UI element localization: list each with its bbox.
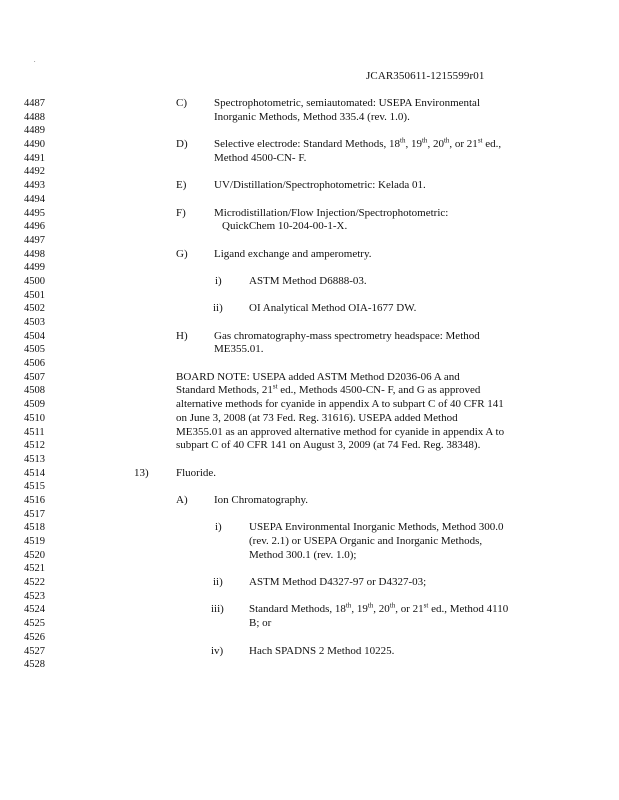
- text-line: [0, 97, 619, 111]
- item-label: E): [176, 179, 187, 192]
- text-line: [0, 330, 619, 344]
- line-number: 4517: [24, 508, 45, 520]
- line-number: 4502: [24, 303, 45, 315]
- item-text: QuickChem 10-204-00-1-X.: [222, 220, 348, 233]
- item-text: OI Analytical Method OIA-1677 DW.: [249, 302, 417, 315]
- item-text: ME355.01.: [214, 343, 264, 356]
- text-line: [0, 576, 619, 590]
- item-text: Selective electrode: Standard Methods, 18th, 19th, 20th, or 21st ed.,: [214, 136, 502, 151]
- board-note-line: [0, 371, 619, 385]
- line-number: 4507: [24, 371, 45, 383]
- board-note-line: [0, 412, 619, 426]
- item-text: Standard Methods, 18th, 19th, 20th, or 21st ed., Method 4110: [249, 601, 509, 616]
- item-label: D): [176, 138, 188, 151]
- item-text: Spectrophotometric, semiautomated: USEPA Environmental: [214, 97, 480, 109]
- line-number: 4524: [24, 604, 45, 616]
- line-number: 4496: [24, 221, 45, 233]
- board-note-line: [0, 439, 619, 453]
- line-number: 4518: [24, 522, 45, 534]
- item-text: Ligand exchange and amperometry.: [214, 247, 372, 260]
- board-note-text: BOARD NOTE: USEPA added ASTM Method D2036-06 A and: [176, 370, 460, 383]
- line-number: 4505: [24, 344, 45, 356]
- item-text: Inorganic Methods, Method 335.4 (rev. 1.0).: [214, 110, 410, 123]
- line-number: 4515: [24, 481, 45, 493]
- line-number: 4491: [24, 152, 45, 164]
- item-text: ASTM Method D4327-97 or D4327-03;: [249, 576, 427, 589]
- item-text: Hach SPADNS 2 Method 10225.: [249, 644, 395, 657]
- line-number: 4503: [24, 317, 45, 328]
- item-text: ASTM Method D6888-03.: [249, 274, 367, 287]
- item-text: B; or: [249, 617, 272, 630]
- item-label: A): [176, 493, 188, 506]
- line-number: 4519: [24, 536, 45, 547]
- line-number: 4527: [24, 645, 45, 657]
- line-number: 4520: [24, 549, 45, 561]
- text-line: [0, 152, 619, 166]
- line-number: 4511: [24, 426, 45, 438]
- board-note-line: [0, 398, 619, 412]
- line-number: 4500: [24, 275, 45, 287]
- text-line: [0, 111, 619, 125]
- item-label: iii): [211, 603, 224, 616]
- line-number: 4499: [24, 262, 45, 274]
- line-number: 4512: [24, 440, 45, 452]
- text-line: [0, 617, 619, 631]
- line-number: 4506: [24, 358, 45, 370]
- board-note-text: ME355.01 as an approved alternative method for cyanide in appendix A to: [176, 425, 505, 438]
- item-text: (rev. 2.1) or USEPA Organic and Inorganic Methods,: [249, 535, 483, 547]
- line-number: 4521: [24, 563, 45, 575]
- text-line: [0, 549, 619, 563]
- item-text: Method 4500-CN- F.: [214, 151, 307, 164]
- item-text: USEPA Environmental Inorganic Methods, Method 300.0: [249, 521, 504, 534]
- item-text: Method 300.1 (rev. 1.0);: [249, 548, 357, 561]
- item-label: G): [176, 247, 188, 260]
- item-label: C): [176, 97, 187, 109]
- text-line: [0, 467, 619, 481]
- page-mark: .: [34, 58, 36, 64]
- board-note-text: subpart C of 40 CFR 141 on August 3, 2009 (at 74 Fed. Reg. 38348).: [176, 439, 481, 452]
- line-number: 4487: [24, 98, 45, 109]
- text-line: [0, 494, 619, 508]
- item-label: i): [215, 274, 222, 287]
- line-number: 4522: [24, 577, 45, 589]
- item-text: Microdistillation/Flow Injection/Spectrophotometric:: [214, 206, 449, 219]
- line-number: 4489: [24, 125, 45, 137]
- document-id-header: JCAR350611-1215599r01: [366, 70, 485, 82]
- line-number: 4525: [24, 618, 45, 630]
- item-label: F): [176, 206, 186, 219]
- item-label: H): [176, 329, 188, 342]
- board-note-text: alternative methods for cyanide in appendix A to subpart C of 40 CFR 141: [176, 398, 504, 411]
- item-label: iv): [211, 644, 224, 657]
- line-number: 4490: [24, 139, 45, 151]
- line-number: 4494: [24, 193, 45, 205]
- board-note-text: Standard Methods, 21st ed., Methods 4500-CN- F, and G as approved: [176, 382, 481, 397]
- line-number: 4488: [24, 111, 45, 123]
- text-line: [0, 535, 619, 549]
- text-line: [0, 179, 619, 193]
- document-body: [0, 97, 619, 672]
- line-number: 4523: [24, 590, 45, 602]
- item-text: Gas chromatography-mass spectrometry headspace: Method: [214, 329, 480, 342]
- line-number: 4510: [24, 412, 45, 424]
- text-line: [0, 603, 619, 617]
- line-number: 4508: [24, 385, 45, 397]
- text-line: [0, 248, 619, 262]
- line-number: 4498: [24, 248, 45, 260]
- item-label: ii): [213, 302, 223, 315]
- line-number: 4528: [24, 659, 45, 671]
- section-label: 13): [134, 466, 149, 479]
- line-number: 4526: [24, 631, 45, 643]
- item-label: i): [215, 521, 222, 534]
- item-text: Ion Chromatography.: [214, 493, 308, 506]
- line-number: 4497: [24, 234, 45, 246]
- board-note-text: on June 3, 2008 (at 73 Fed. Reg. 31616). USEPA added Method: [176, 411, 458, 424]
- item-label: ii): [213, 576, 223, 589]
- text-line: [0, 302, 619, 316]
- section-heading: Fluoride.: [176, 466, 217, 479]
- line-number: 4516: [24, 494, 45, 506]
- text-line: [0, 645, 619, 659]
- line-number: 4492: [24, 166, 45, 178]
- line-number: 4514: [24, 467, 45, 479]
- line-number: 4493: [24, 180, 45, 192]
- board-note-line: [0, 426, 619, 440]
- text-line: [0, 207, 619, 221]
- line-number: 4513: [24, 453, 45, 465]
- text-line: [0, 138, 619, 152]
- text-line: [0, 343, 619, 357]
- line-number: 4509: [24, 399, 45, 411]
- text-line: [0, 521, 619, 535]
- line-number: 4495: [24, 207, 45, 219]
- text-line: [0, 275, 619, 289]
- line-number: 4504: [24, 330, 45, 342]
- item-text: UV/Distillation/Spectrophotometric: Kelada 01.: [214, 179, 426, 192]
- line-number: 4501: [24, 289, 45, 301]
- board-note-line: [0, 384, 619, 398]
- text-line: [0, 220, 619, 234]
